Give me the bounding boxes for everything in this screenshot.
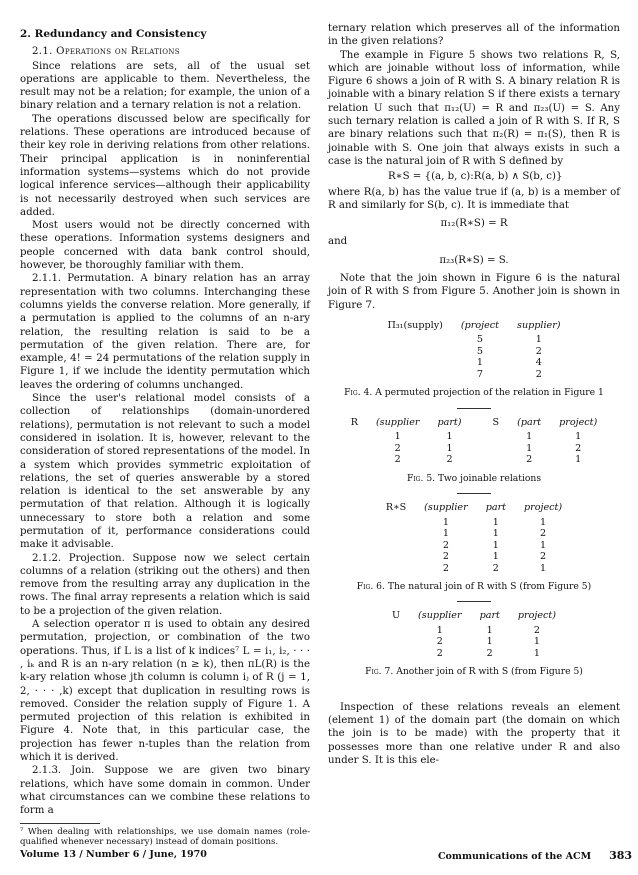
paragraph: A selection operator π is used to obtain any desired permutation, projection, or combination of the two operations. Thus, if L is a list of k indices⁷ L = i₁, i₂, · · · , iₖ and R is an n-ary relation (n ≥ k), then πL(R) is the k-ary relation whose jth column is column iⱼ of R (j = 1, 2, · · · ,k) except that duplication in resulting rows is removed. Consider the relation supply of Figure 1. A permuted projection of this relation is exhibited in Figure 4. Note that, in this particular case, the projection has fewer n-tuples than the relation from which it is derived.: [20, 619, 310, 764]
page-number: 383: [609, 849, 633, 862]
paragraph: The example in Figure 5 shows two relations R, S, which are joinable without loss of information, while Figure 6 shows a join of R with S. A binary relation R is joinable with a binary relation S if there exists a ternary relation U such that π₁₂(U) = R and π₂₃(U) = S. Any such ternary relation is called a join of R with S. If R, S are binary relations such that π₂(R) = π₁(S), then R is joinable with S. One join that always exists in such a case is the natural join of R with S defined by: [328, 49, 620, 167]
relation-label: R∗S: [385, 502, 407, 514]
table-cell: 1: [394, 431, 401, 443]
table-cell: 1: [446, 442, 453, 454]
table-cell: 1: [526, 442, 533, 454]
table-row: [377, 551, 571, 563]
table-cell: 2: [533, 624, 541, 636]
column-header: project): [517, 610, 557, 622]
table-cell: 7: [476, 368, 483, 380]
subsection-heading: 2.1. Operations on Relations: [32, 46, 180, 58]
figure-number: Fig. 5.: [406, 472, 436, 484]
paragraph: 2.1.3. Join. Suppose we are given two binary relations, which have some domain in common. Under what circumstances can we combine these relations to form a: [20, 765, 310, 817]
figure-caption: [328, 580, 620, 593]
table-cell: 1: [575, 431, 582, 443]
relation-label: S: [492, 416, 500, 428]
footer-journal-issue: Volume 13 / Number 6 / June, 1970: [20, 849, 207, 860]
figure-6-table: [377, 502, 571, 574]
table-row: [378, 334, 569, 346]
relation-label: R: [350, 416, 358, 428]
column-header: supplier): [517, 319, 561, 331]
table-cell: 1: [476, 357, 483, 369]
figure-7: [328, 610, 620, 678]
column-header: (part: [517, 416, 542, 428]
column-header: (supplier: [424, 502, 468, 514]
figure-5: [328, 417, 620, 485]
column-header: (supplier: [375, 416, 420, 428]
left-column: [20, 22, 310, 848]
table-row: [377, 517, 571, 529]
table-row: [377, 563, 571, 575]
table-cell: 2: [526, 454, 533, 466]
paragraph: Most users would not be directly concerned with these operations. Information systems designers and people concerned with data bank control should, however, be thoroughly familiar with them.: [20, 220, 310, 272]
caption-text: The natural join of R with S (from Figure 5): [387, 581, 592, 593]
table-cell: 1: [446, 431, 453, 443]
paragraph: Inspection of these relations reveals an element (element 1) of the domain part (the domain on which the join is to be made) with the property that it possesses more than one relative under R and also under S. It is this ele-: [328, 701, 620, 766]
table-row: [383, 625, 565, 637]
table-row: [342, 431, 607, 443]
table-cell: 2: [436, 647, 443, 659]
table-cell: 2: [446, 454, 453, 466]
table-cell: 1: [492, 516, 499, 528]
table-cell: 1: [540, 516, 547, 528]
paragraph: 2.1.2. Projection. Suppose now we select certain columns of a relation (striking out the others) and then remove from the resulting array any duplication in the rows. The final array represents a relation which is said to be a projection of the given relation.: [20, 552, 310, 617]
caption-text: A permuted projection of the relation in Figure 1: [375, 387, 604, 399]
table-cell: 1: [486, 624, 493, 636]
caption-text: Another join of R with S (from Figure 5): [396, 666, 583, 678]
figure-caption: [328, 472, 620, 485]
figure-number: Fig. 7.: [365, 666, 394, 678]
footnote-rule: [20, 823, 100, 824]
table-cell: 2: [492, 562, 499, 574]
equation-projection-12: π₁₂(R∗S) = R: [440, 218, 508, 230]
table-cell: 2: [486, 647, 493, 659]
column-header: (supplier: [418, 610, 462, 622]
column-header: part): [437, 416, 462, 428]
table-cell: 4: [535, 357, 542, 369]
table-cell: 2: [442, 539, 449, 551]
table-cell: 1: [540, 539, 547, 551]
column-header: part: [479, 610, 500, 622]
table-cell: 2: [442, 562, 449, 574]
figure-5-table: [342, 417, 607, 466]
paragraph: The operations discussed below are specifically for relations. These operations are introduced because of their key role in deriving relations from other relations. Their principal application is in noninferential information systems—systems which do not provide logical inference services—although their applicability is not necessarily destroyed when such services are added.: [20, 113, 310, 218]
connective-and: and: [328, 236, 348, 248]
footer-journal-title: [438, 849, 632, 862]
table-row: [377, 540, 571, 552]
figure-4-table: [378, 320, 569, 381]
column-header: (project: [460, 319, 500, 331]
table-cell: 5: [476, 334, 483, 346]
table-cell: 1: [492, 551, 499, 563]
paragraph: 2.1.1. Permutation. A binary relation has an array representation with two columns. Interchanging these columns yields the converse relation. More generally, if a permutation is applied to the columns of an n-ary relation, the resulting relation is said to be a permutation of the given relation. There are, for example, 4! = 24 permutations of the relation supply in Figure 1, if we include the identity permutation which leaves the ordering of columns unchanged.: [20, 273, 310, 391]
table-cell: 2: [442, 551, 449, 563]
paragraph: Since the user's relational model consists of a collection of relationships (domain-unordered relations), permutation is not relevant to such a model considered in isolation. It is, however, relevant to the consideration of stored representations of the model. In a system which provides symmetric exploitation of relations, the set of queries answerable by a stored relation is identical to the set answerable by any permutation of that relation. Although it is logically unnecessary to store both a relation and some permutation of it, performance considerations could make it advisable.: [20, 393, 310, 551]
table-row: [383, 648, 565, 660]
table-cell: 2: [535, 345, 542, 357]
table-row: [342, 443, 607, 455]
table-cell: 1: [442, 516, 449, 528]
figure-separator: [457, 493, 491, 494]
table-cell: 2: [535, 368, 542, 380]
table-row: [378, 369, 569, 381]
table-cell: 1: [540, 562, 547, 574]
table-cell: 2: [575, 442, 582, 454]
relation-label: Π₃₁(supply): [387, 319, 443, 331]
paragraph: ternary relation which preserves all of the information in the given relations?: [328, 23, 620, 48]
caption-text: Two joinable relations: [438, 472, 542, 484]
table-row: [377, 528, 571, 540]
table-row: [383, 636, 565, 648]
table-cell: 1: [442, 528, 449, 540]
relation-label: U: [391, 610, 401, 622]
table-cell: 1: [535, 334, 542, 346]
paragraph: Since relations are sets, all of the usual set operations are applicable to them. Nevertheless, the result may not be a relation; for example, the union of a binary relation and a ternary relation is not a relation.: [20, 60, 310, 112]
table-cell: 1: [533, 647, 541, 659]
figure-6: [328, 502, 620, 593]
figure-7-table: [383, 610, 565, 659]
column-header: part: [485, 502, 507, 514]
table-cell: 1: [436, 624, 443, 636]
paragraph: Note that the join shown in Figure 6 is the natural join of R with S from Figure 5. Another join is shown in Figure 7.: [328, 273, 620, 311]
figure-number: Fig. 6.: [356, 581, 385, 593]
equation-join-definition: R∗S = {(a, b, c):R(a, b) ∧ S(b, c)}: [388, 171, 563, 183]
equation-projection-23: π₂₃(R∗S) = S.: [439, 254, 509, 266]
figure-separator: [457, 408, 491, 409]
table-cell: 1: [575, 454, 582, 466]
table-cell: 1: [492, 528, 499, 540]
table-cell: 2: [394, 442, 401, 454]
figure-caption: [328, 386, 620, 399]
table-cell: 5: [476, 345, 483, 357]
paragraph: where R(a, b) has the value true if (a, b) is a member of R and similarly for S(b, c). It is immediate that: [328, 186, 620, 211]
table-row: [342, 454, 607, 466]
table-cell: 2: [540, 528, 547, 540]
table-cell: 2: [436, 636, 443, 648]
section-heading: 2. Redundancy and Consistency: [20, 28, 207, 40]
column-header: project): [524, 502, 563, 514]
figure-separator: [457, 601, 491, 602]
footnote: ⁷ When dealing with relationships, we use domain names (role-qualified whenever necessary) instead of domain positions.: [20, 826, 310, 848]
table-row: [378, 346, 569, 358]
table-row: [378, 357, 569, 369]
table-cell: 2: [394, 454, 401, 466]
table-cell: 1: [486, 636, 493, 648]
table-cell: 1: [526, 431, 533, 443]
journal-name: Communications of the ACM: [438, 851, 592, 862]
column-header: project): [559, 416, 598, 428]
table-cell: 1: [533, 636, 541, 648]
table-cell: 1: [492, 539, 499, 551]
figure-caption: [328, 665, 620, 678]
figure-number: Fig. 4.: [344, 387, 373, 399]
right-column: [328, 22, 620, 767]
figure-4: [328, 320, 620, 400]
table-cell: 2: [540, 551, 547, 563]
